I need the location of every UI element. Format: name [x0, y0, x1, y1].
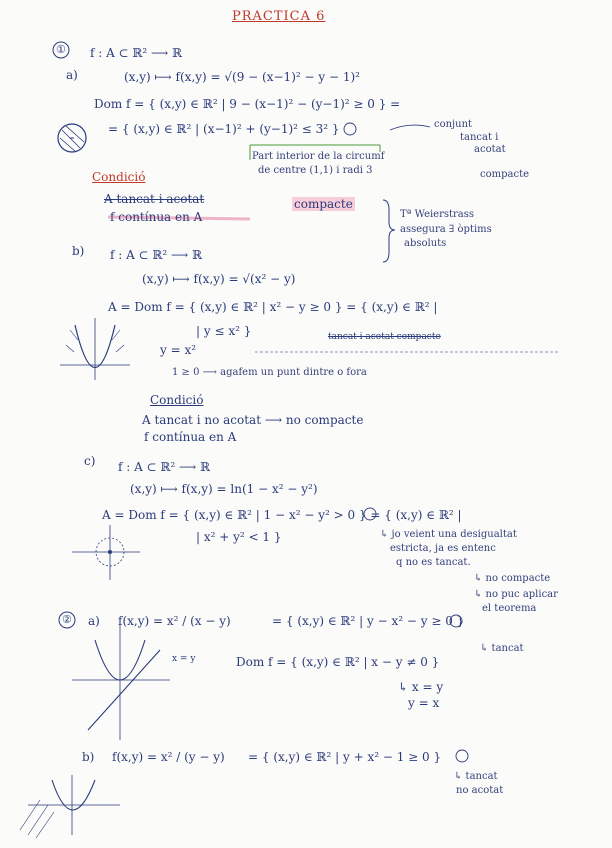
ex1-c-note-1: ↳ jo veient una desigualtat [380, 529, 517, 540]
side-note-acotat: acotat [474, 144, 506, 155]
circle-note-2: de centre (1,1) i radi 3 [258, 165, 373, 176]
weierstrass-1: Tª Weierstrass [400, 209, 475, 220]
ex1-a-domain-2: = { (x,y) ∈ ℝ² | (x−1)² + (y−1)² ≤ 3² } [108, 122, 340, 136]
disk-sketch [72, 525, 140, 580]
ball-sketch [58, 124, 86, 152]
ex1-b-condition-1: A tancat i no acotat ⟶ no compacte [142, 413, 364, 427]
ex1-condition-a2: f contínua en A [110, 210, 203, 224]
side-note-conjunt: conjunt [434, 119, 473, 130]
ex1-c-label: c) [84, 454, 96, 468]
ex1-b-map: (x,y) ⟼ f(x,y) = √(x² − y) [142, 272, 296, 286]
compacte-label: compacte [294, 197, 353, 211]
ex2-a-tancat: ↳ tancat [480, 643, 524, 654]
circle-note-1: Part interior de la circumf [252, 151, 385, 162]
ex2-b-note-1: ↳ tancat [454, 771, 498, 782]
ex1-c-domain-2: | x² + y² < 1 } [196, 530, 282, 544]
ex2-b-set: = { (x,y) ∈ ℝ² | y + x² − 1 ≥ 0 } [248, 750, 442, 764]
side-note-compacte: compacte [480, 169, 530, 180]
line-parabola-sketch [72, 625, 170, 740]
ex1-c-note-5: ↳ no puc aplicar [474, 589, 558, 600]
ex1-b-domain: A = Dom f = { (x,y) ∈ ℝ² | x² − y ≥ 0 } = { (x,y) ∈ ℝ² | [108, 300, 438, 314]
ex1-a-domain: Dom f = { (x,y) ∈ ℝ² | 9 − (x−1)² − (y−1)² ≥ 0 } = [94, 97, 401, 111]
ex2-a-label: a) [88, 614, 100, 628]
ex2-a-domain: Dom f = { (x,y) ∈ ℝ² | x − y ≠ 0 } [236, 655, 440, 669]
ex2-b-label: b) [82, 750, 95, 764]
weierstrass-3: absoluts [404, 238, 447, 249]
page-title: PRACTICA 6 [232, 9, 326, 24]
ex1-b-check: 1 ≥ 0 ⟶ agafem un punt dintre o fora [172, 367, 367, 378]
ex1-c-note-4: ↳ no compacte [474, 573, 551, 584]
ex1-c-note-6: el teorema [482, 603, 537, 614]
ex1-condition-a1: A tancat i acotat [104, 192, 205, 206]
ex2-a-function: f(x,y) = x² / (x − y) [118, 614, 231, 628]
weierstrass-2: assegura ∃ òptims [400, 224, 492, 235]
ex1-c-domain: A = Dom f = { (x,y) ∈ ℝ² | 1 − x² − y² > 0 } = { (x,y) ∈ ℝ² | [102, 508, 462, 522]
ex1-c-map: (x,y) ⟼ f(x,y) = ln(1 − x² − y²) [130, 482, 318, 496]
ex1-b-domain-2: | y ≤ x² } [196, 324, 252, 338]
ex1-b-condition-heading: Condició [150, 393, 204, 407]
ex2-number: ② [62, 613, 72, 626]
ex1-b-condition-2: f contínua en A [144, 430, 237, 444]
ex1-a-label: a) [66, 68, 78, 82]
ex1-b-function: f : A ⊂ ℝ² ⟶ ℝ [110, 248, 203, 262]
ex2-b-function: f(x,y) = x² / (y − y) [112, 750, 225, 764]
ex1-b-struck-note: tancat i acotat compacte [328, 332, 441, 342]
ex2-a-sol-2: y = x [408, 696, 440, 710]
ex1-c-function: f : A ⊂ ℝ² ⟶ ℝ [118, 460, 211, 474]
ex1-c-note-3: q no es tancat. [396, 557, 471, 568]
hatched-parabola-sketch [20, 775, 120, 838]
ex2-a-set: = { (x,y) ∈ ℝ² | y − x² − y ≥ 0 } [272, 614, 465, 628]
ex1-function: f : A ⊂ ℝ² ⟶ ℝ [90, 46, 183, 60]
ex2-a-line-label: x = y [172, 654, 196, 664]
parabola-sketch [60, 318, 130, 380]
ex2-a-sol-1: ↳ x = y [398, 680, 444, 694]
ex1-b-label: b) [72, 244, 85, 258]
side-note-tancat: tancat i [460, 132, 499, 143]
ex1-c-note-2: estricta, ja es entenc [390, 543, 496, 554]
ex1-b-curve-label: y = x² [160, 343, 197, 357]
ex1-a-map: (x,y) ⟼ f(x,y) = √(9 − (x−1)² − y − 1)² [124, 70, 360, 84]
ex1-condition-heading: Condició [92, 170, 146, 184]
ex2-b-note-2: no acotat [456, 785, 504, 796]
ex1-number: ① [56, 43, 66, 56]
